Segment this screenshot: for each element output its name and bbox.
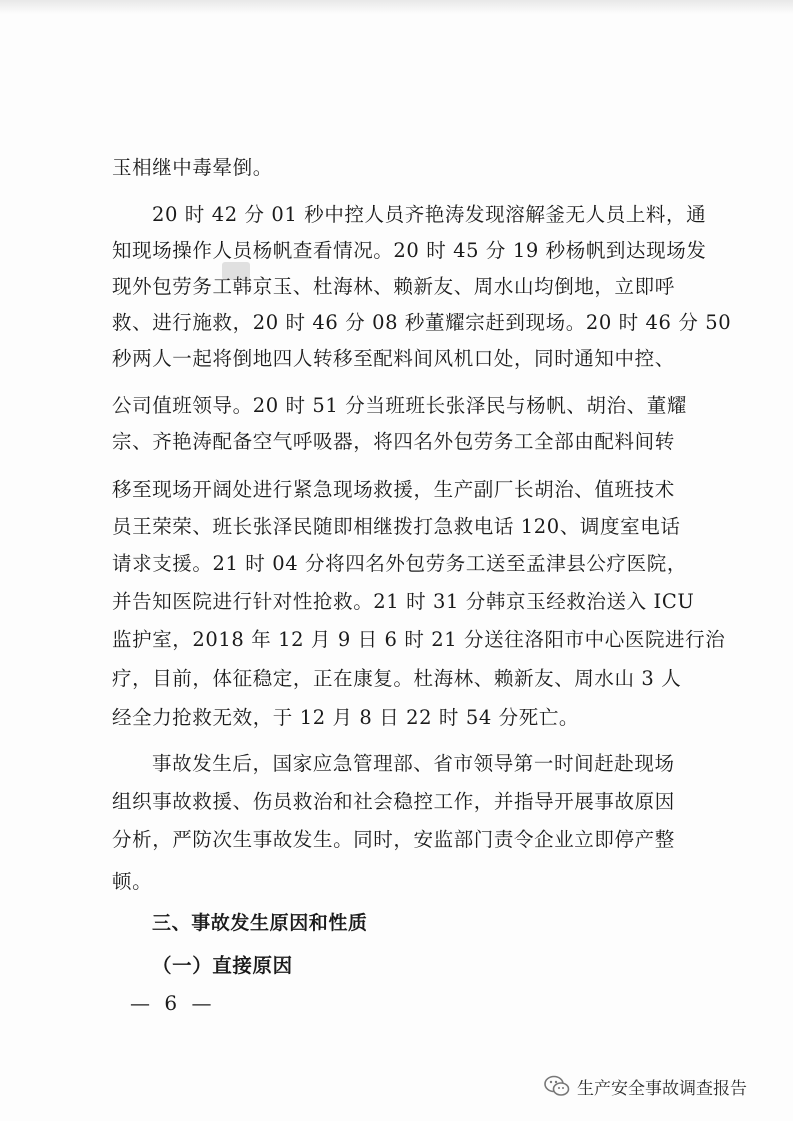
scan-edge (0, 0, 793, 14)
text-line: 20 时 42 分 01 秒中控人员齐艳涛发现溶解釜无人员上料，通 (152, 203, 707, 226)
text-line: 事故发生后，国家应急管理部、省市领导第一时间赶赴现场 (152, 752, 675, 775)
text-line: 现外包劳务工韩京玉、杜海林、赖新友、周水山均倒地，立即呼 (112, 275, 675, 298)
wechat-watermark (543, 1066, 747, 1106)
text-line: 经全力抢救无效，于 12 月 8 日 22 时 54 分死亡。 (112, 706, 580, 729)
section-heading: 三、事故发生原因和性质 (152, 912, 368, 934)
text-line: 组织事故救援、伤员救治和社会稳控工作，并指导开展事故原因 (112, 790, 675, 813)
text-line: 顿。 (112, 870, 153, 893)
wechat-icon (543, 1072, 571, 1100)
text-line: 疗，目前，体征稳定，正在康复。杜海林、赖新友、周水山 3 人 (112, 667, 682, 690)
subsection-heading: （一）直接原因 (152, 954, 293, 977)
text-line: 员王荣荣、班长张泽民随即相继拨打急救电话 120、调度室电话 (112, 515, 681, 538)
watermark-label: 生产安全事故调查报告 (577, 1078, 747, 1099)
text-line: 分析，严防次生事故发生。同时，安监部门责令企业立即停产整 (112, 828, 675, 851)
text-line: 监护室，2018 年 12 月 9 日 6 时 21 分送往洛阳市中心医院进行治 (112, 628, 726, 651)
text-line: 公司值班领导。20 时 51 分当班班长张泽民与杨帆、胡治、董耀 (112, 394, 687, 417)
text-line: 救、进行施救，20 时 46 分 08 秒董耀宗赶到现场。20 时 46 分 50 (112, 311, 732, 334)
text-line: 并告知医院进行针对性抢救。21 时 31 分韩京玉经救治送入 ICU (112, 590, 695, 613)
page-number: — 6 — (130, 991, 216, 1015)
text-line: 秒两人一起将倒地四人转移至配料间风机口处，同时通知中控、 (112, 347, 675, 370)
text-line: 移至现场开阔处进行紧急现场救援，生产副厂长胡治、值班技术 (112, 478, 675, 501)
text-line: 知现场操作人员杨帆查看情况。20 时 45 分 19 秒杨帆到达现场发 (112, 239, 707, 262)
text-line: 玉相继中毒晕倒。 (112, 156, 273, 179)
text-line: 请求支援。21 时 04 分将四名外包劳务工送至孟津县公疗医院， (112, 552, 687, 575)
text-line: 宗、齐艳涛配备空气呼吸器，将四名外包劳务工全部由配料间转 (112, 430, 675, 453)
